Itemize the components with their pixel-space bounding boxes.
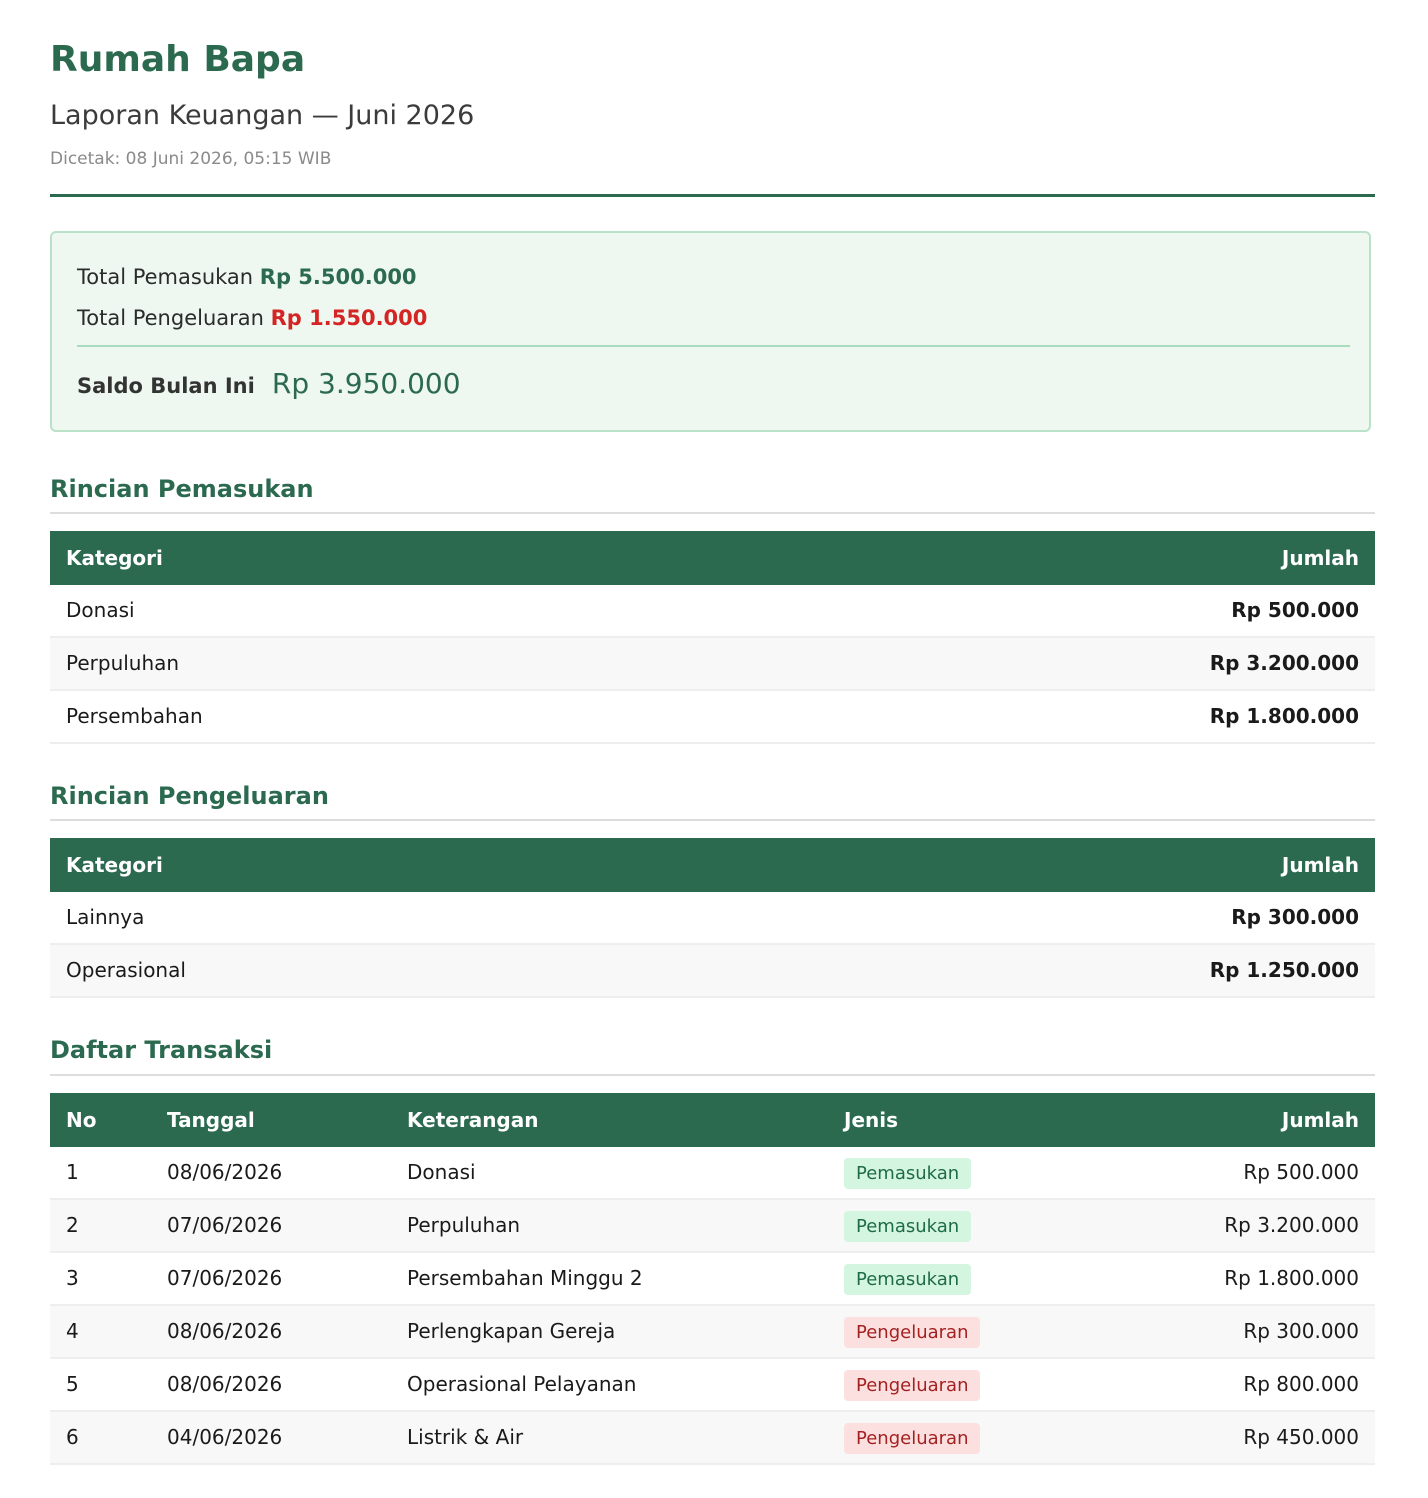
type-cell bbox=[844, 1306, 980, 1357]
summary-box bbox=[50, 231, 1371, 432]
expense-section-divider bbox=[50, 819, 1375, 821]
col-no: No bbox=[66, 1108, 97, 1132]
date-cell: 08/06/2026 bbox=[167, 1160, 283, 1184]
total-expense-line bbox=[77, 304, 427, 332]
table-row bbox=[50, 892, 1375, 945]
income-table bbox=[50, 531, 1375, 744]
category-cell: Operasional bbox=[66, 958, 186, 982]
date-cell: 04/06/2026 bbox=[167, 1425, 283, 1449]
transactions-section-divider bbox=[50, 1074, 1375, 1076]
expense-section-title: Rincian Pengeluaran bbox=[50, 782, 329, 810]
type-cell bbox=[844, 1253, 971, 1304]
expense-badge: Pengeluaran bbox=[844, 1370, 980, 1401]
expense-badge: Pengeluaran bbox=[844, 1317, 980, 1348]
income-col-amount: Jumlah bbox=[1281, 546, 1359, 570]
description-cell: Listrik & Air bbox=[407, 1425, 524, 1449]
amount-cell: Rp 300.000 bbox=[1231, 905, 1359, 929]
date-cell: 08/06/2026 bbox=[167, 1319, 283, 1343]
description-cell: Perlengkapan Gereja bbox=[407, 1319, 616, 1343]
amount-cell: Rp 450.000 bbox=[1243, 1425, 1359, 1449]
report-subtitle: Laporan Keuangan — Juni 2026 bbox=[50, 100, 475, 131]
total-income-label: Total Pemasukan bbox=[77, 265, 254, 289]
date-cell: 07/06/2026 bbox=[167, 1213, 283, 1237]
amount-cell: Rp 800.000 bbox=[1243, 1372, 1359, 1396]
amount-cell: Rp 500.000 bbox=[1243, 1160, 1359, 1184]
amount-cell: Rp 1.250.000 bbox=[1209, 958, 1359, 982]
table-row bbox=[50, 1253, 1375, 1306]
table-row bbox=[50, 1306, 1375, 1359]
type-cell bbox=[844, 1412, 980, 1463]
table-row bbox=[50, 945, 1375, 998]
balance-line bbox=[77, 364, 461, 408]
col-type: Jenis bbox=[844, 1108, 899, 1132]
print-timestamp: Dicetak: 08 Juni 2026, 05:15 WIB bbox=[50, 149, 332, 169]
balance-value: Rp 3.950.000 bbox=[271, 367, 461, 400]
type-cell bbox=[844, 1200, 971, 1251]
amount-cell: Rp 300.000 bbox=[1243, 1319, 1359, 1343]
category-cell: Persembahan bbox=[66, 704, 203, 728]
type-cell bbox=[844, 1359, 980, 1410]
table-row bbox=[50, 1147, 1375, 1200]
total-income-line bbox=[77, 263, 417, 291]
report-title: Rumah Bapa bbox=[50, 39, 306, 80]
amount-cell: Rp 1.800.000 bbox=[1224, 1266, 1359, 1290]
expense-badge: Pengeluaran bbox=[844, 1423, 980, 1454]
total-expense-value: Rp 1.550.000 bbox=[270, 306, 428, 330]
table-row bbox=[50, 1200, 1375, 1253]
income-badge: Pemasukan bbox=[844, 1211, 971, 1242]
transactions-table-header bbox=[50, 1093, 1375, 1147]
income-col-category: Kategori bbox=[66, 546, 163, 570]
table-row bbox=[50, 585, 1375, 638]
col-amount: Jumlah bbox=[1281, 1108, 1359, 1132]
table-row bbox=[50, 1412, 1375, 1465]
col-description: Keterangan bbox=[407, 1108, 539, 1132]
transactions-section-title: Daftar Transaksi bbox=[50, 1036, 273, 1064]
income-badge: Pemasukan bbox=[844, 1264, 971, 1295]
no-cell: 5 bbox=[66, 1372, 79, 1396]
description-cell: Operasional Pelayanan bbox=[407, 1372, 637, 1396]
expense-table-header bbox=[50, 838, 1375, 892]
date-cell: 08/06/2026 bbox=[167, 1372, 283, 1396]
category-cell: Donasi bbox=[66, 598, 135, 622]
table-row bbox=[50, 691, 1375, 744]
income-badge: Pemasukan bbox=[844, 1158, 971, 1189]
description-cell: Perpuluhan bbox=[407, 1213, 521, 1237]
income-section-title: Rincian Pemasukan bbox=[50, 475, 314, 503]
balance-label: Saldo Bulan Ini bbox=[77, 374, 255, 398]
total-expense-label: Total Pengeluaran bbox=[77, 306, 264, 330]
no-cell: 3 bbox=[66, 1266, 79, 1290]
transactions-table bbox=[50, 1093, 1375, 1465]
table-row bbox=[50, 638, 1375, 691]
amount-cell: Rp 3.200.000 bbox=[1209, 651, 1359, 675]
type-cell bbox=[844, 1147, 971, 1198]
table-row bbox=[50, 1359, 1375, 1412]
amount-cell: Rp 3.200.000 bbox=[1224, 1213, 1359, 1237]
no-cell: 2 bbox=[66, 1213, 79, 1237]
expense-col-category: Kategori bbox=[66, 853, 163, 877]
amount-cell: Rp 500.000 bbox=[1231, 598, 1359, 622]
amount-cell: Rp 1.800.000 bbox=[1209, 704, 1359, 728]
income-section-divider bbox=[50, 512, 1375, 514]
summary-divider bbox=[77, 345, 1350, 347]
expense-col-amount: Jumlah bbox=[1281, 853, 1359, 877]
description-cell: Persembahan Minggu 2 bbox=[407, 1266, 643, 1290]
no-cell: 1 bbox=[66, 1160, 79, 1184]
description-cell: Donasi bbox=[407, 1160, 476, 1184]
no-cell: 6 bbox=[66, 1425, 79, 1449]
total-income-value: Rp 5.500.000 bbox=[259, 265, 417, 289]
category-cell: Perpuluhan bbox=[66, 651, 180, 675]
expense-table bbox=[50, 838, 1375, 998]
col-date: Tanggal bbox=[167, 1108, 255, 1132]
no-cell: 4 bbox=[66, 1319, 79, 1343]
header-divider bbox=[50, 194, 1375, 197]
income-table-header bbox=[50, 531, 1375, 585]
date-cell: 07/06/2026 bbox=[167, 1266, 283, 1290]
category-cell: Lainnya bbox=[66, 905, 145, 929]
